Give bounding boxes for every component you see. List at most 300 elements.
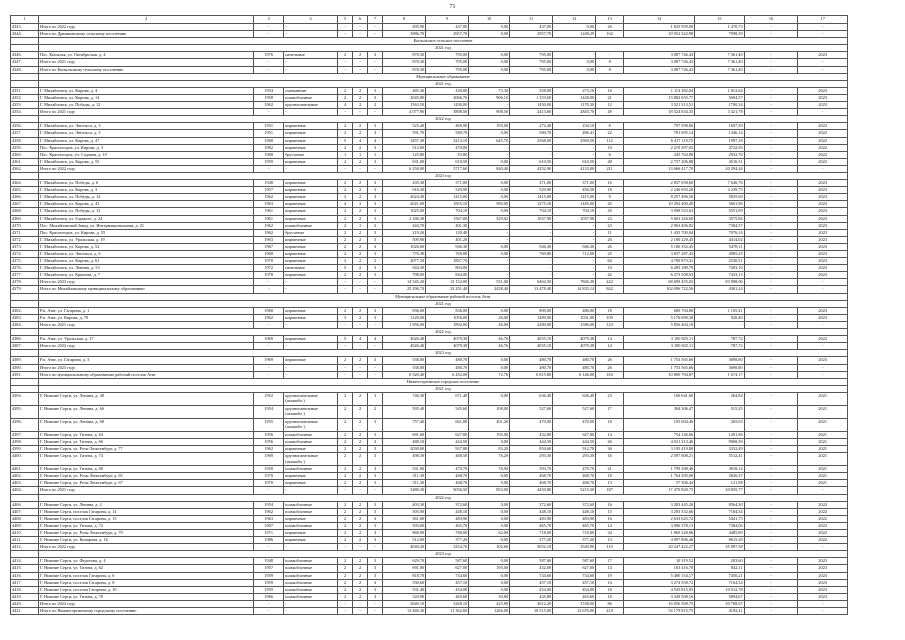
value-cell: - xyxy=(744,187,798,194)
section-heading: Муниципальное образование рабочий поселок Атиг xyxy=(38,293,847,300)
value-cell: 2 xyxy=(353,194,368,201)
value-cell: 3826,37 xyxy=(695,473,744,480)
value-cell: 5480,30 xyxy=(383,487,426,494)
value-cell: - xyxy=(744,544,798,551)
column-number: 16 xyxy=(744,16,798,24)
value-cell: - xyxy=(744,586,798,593)
row-number-cell: 4356. xyxy=(11,123,39,130)
value-cell: 18 524 634,35 xyxy=(624,109,695,116)
value-cell: 529,02 xyxy=(469,215,510,222)
value-cell: 894,00 xyxy=(426,265,469,272)
table-row xyxy=(11,279,848,286)
value-cell: - xyxy=(744,371,798,378)
value-cell: - xyxy=(510,229,553,236)
address-cell: Г. Нижние Серги, ул. Ленина, д. 2 xyxy=(38,501,253,508)
row-number-cell: 4353. xyxy=(11,102,39,109)
value-cell: 531,80 xyxy=(383,466,426,473)
value-cell: 0,00 xyxy=(469,364,510,371)
table-row xyxy=(11,307,848,314)
value-cell: 2 xyxy=(353,558,368,565)
value-cell: 6 815,80 xyxy=(510,371,553,378)
value-cell: 2 xyxy=(353,236,368,243)
value-cell: 0,00 xyxy=(469,187,510,194)
value-cell: 16 xyxy=(596,87,624,94)
value-cell: 129,40 xyxy=(426,229,469,236)
value-cell: 234,10 xyxy=(553,123,596,130)
value-cell: 5894,67 xyxy=(695,593,744,600)
row-number-cell: 4358. xyxy=(11,137,39,144)
value-cell: крупнопанельные (шлакобл.) xyxy=(284,405,338,418)
value-cell: 944,30 xyxy=(383,265,426,272)
value-cell: 23 xyxy=(596,222,624,229)
value-cell: - xyxy=(353,487,368,494)
value-cell: - xyxy=(744,151,798,158)
value-cell: 671,40 xyxy=(426,392,469,405)
value-cell: - xyxy=(744,593,798,600)
value-cell: 273,16 xyxy=(553,87,596,94)
table-row xyxy=(11,501,848,508)
value-cell: - xyxy=(798,66,848,73)
value-cell: 2 xyxy=(353,418,368,431)
value-cell: 14 xyxy=(596,431,624,438)
value-cell: 906,10 xyxy=(469,94,510,101)
value-cell: - xyxy=(368,31,383,38)
value-cell: 3 xyxy=(368,593,383,600)
value-cell: 480,70 xyxy=(426,357,469,364)
value-cell: 34 xyxy=(596,530,624,537)
value-cell: - xyxy=(744,579,798,586)
row-number-cell: 4383. xyxy=(11,314,39,321)
address-cell: Итого по 2021 году xyxy=(38,59,253,66)
value-cell: - xyxy=(744,251,798,258)
value-cell: - xyxy=(744,473,798,480)
address-cell: Итого по 2022 году xyxy=(38,544,253,551)
value-cell: 1 799 298,46 xyxy=(624,466,695,473)
value-cell: 854,60 xyxy=(510,446,553,453)
section-heading: Нижнесергинское городское поселение xyxy=(38,378,847,385)
row-number-cell: 4360. xyxy=(11,151,39,158)
value-cell: 4 031 213,46 xyxy=(624,438,695,445)
value-cell: 2 xyxy=(353,258,368,265)
value-cell: - xyxy=(284,59,338,66)
section-heading: 2021 год xyxy=(38,300,847,307)
value-cell: 8 xyxy=(596,66,624,73)
value-cell: 645,70 xyxy=(469,137,510,144)
value-cell: 2023 xyxy=(798,194,848,201)
value-cell: 377,20 xyxy=(426,537,469,544)
value-cell: 26 xyxy=(596,357,624,364)
value-cell: 2 xyxy=(353,473,368,480)
value-cell: 2 xyxy=(338,52,353,59)
value-cell: 1 470,73 xyxy=(695,24,744,31)
value-cell: 0,00 xyxy=(469,438,510,445)
value-cell: - xyxy=(254,59,284,66)
value-cell: - xyxy=(254,321,284,328)
value-cell: 2 xyxy=(353,530,368,537)
row-number-cell: 4401. xyxy=(11,466,39,473)
value-cell: 0,00 xyxy=(469,508,510,515)
value-cell: 3 xyxy=(368,572,383,579)
value-cell: - xyxy=(284,165,338,172)
address-cell: Итого по Михайловскому муниципальному образованию xyxy=(38,286,253,293)
value-cell: 0,00 xyxy=(469,392,510,405)
value-cell: 7403,10 xyxy=(695,265,744,272)
value-cell: 2 xyxy=(338,431,353,438)
value-cell: 1962 xyxy=(254,314,284,321)
value-cell: - xyxy=(744,480,798,487)
value-cell: - xyxy=(744,158,798,165)
table-row xyxy=(11,151,848,158)
value-cell: 0,00 xyxy=(469,473,510,480)
value-cell: 691,60 xyxy=(383,431,426,438)
value-cell: 636,40 xyxy=(553,392,596,405)
value-cell: 6462,50 xyxy=(510,279,553,286)
value-cell: 457,10 xyxy=(426,579,469,586)
value-cell: 610,50 xyxy=(510,158,553,165)
value-cell: - xyxy=(744,522,798,529)
value-cell: 372,60 xyxy=(426,501,469,508)
value-cell: 3 421,78 xyxy=(695,109,744,116)
table-row xyxy=(11,180,848,187)
row-number-cell: 4379. xyxy=(11,286,39,293)
value-cell: 2 xyxy=(338,123,353,130)
value-cell: - xyxy=(510,144,553,151)
value-cell: 844,00 xyxy=(426,272,469,279)
row-number-cell xyxy=(11,385,39,392)
value-cell: 0,00 xyxy=(469,579,510,586)
value-cell: 2022 xyxy=(798,336,848,343)
row-number-cell: 4420. xyxy=(11,600,39,607)
value-cell: 102,60 xyxy=(469,544,510,551)
address-cell: Г. Михайловск, ул. Кирова, д. 52 xyxy=(38,243,253,250)
value-cell: 2 xyxy=(353,94,368,101)
value-cell: 3 xyxy=(368,530,383,537)
value-cell: - xyxy=(254,109,284,116)
value-cell: 3 xyxy=(368,466,383,473)
column-number: 7 xyxy=(368,16,383,24)
value-cell: - xyxy=(744,537,798,544)
value-cell: 0,00 xyxy=(469,31,510,38)
value-cell: - xyxy=(254,487,284,494)
value-cell: 1 435 700,84 xyxy=(624,229,695,236)
row-number-cell: 4368. xyxy=(11,208,39,215)
value-cell: 2 963 406,82 xyxy=(624,222,695,229)
table-row xyxy=(11,515,848,522)
value-cell: 531,00 xyxy=(469,279,510,286)
column-number-row xyxy=(11,16,848,24)
value-cell: 1978 xyxy=(254,272,284,279)
section-heading-row xyxy=(11,329,848,336)
value-cell: 2023 xyxy=(798,272,848,279)
address-cell: Итого по 2022 году xyxy=(38,24,253,31)
value-cell: 1968 xyxy=(254,137,284,144)
address-cell: Г. Михайловск, ул. Кирова, д. 4 xyxy=(38,87,253,94)
value-cell: 2 xyxy=(353,251,368,258)
value-cell: 3 xyxy=(368,236,383,243)
value-cell: 163 xyxy=(596,371,624,378)
value-cell: 3 xyxy=(368,522,383,529)
value-cell: 108,00 xyxy=(469,405,510,418)
value-cell: 842,11 xyxy=(695,565,744,572)
address-cell: Г. Михайловск, ул. Победы, д. 14 xyxy=(38,194,253,201)
value-cell: 14 xyxy=(596,565,624,572)
address-cell: Г. Нижние Серги, ул. Ленина, д. 48 xyxy=(38,392,253,405)
value-cell: 401,20 xyxy=(426,236,469,243)
section-heading: 2022 год xyxy=(38,494,847,501)
value-cell: 480,70 xyxy=(426,364,469,371)
column-number: 10 xyxy=(469,16,510,24)
value-cell: крупнопанельные (шлакобл.) xyxy=(284,453,338,466)
value-cell: 444,50 xyxy=(553,438,596,445)
value-cell: 704,10 xyxy=(553,208,596,215)
value-cell: - xyxy=(368,343,383,350)
value-cell: 62,00 xyxy=(469,530,510,537)
table-row xyxy=(11,431,848,438)
value-cell: 2932,76 xyxy=(695,151,744,158)
value-cell: 4450,80 xyxy=(510,487,553,494)
value-cell: 2 837 058,60 xyxy=(624,180,695,187)
value-cell: 73,30 xyxy=(469,87,510,94)
value-cell: - xyxy=(744,180,798,187)
value-cell: 2 xyxy=(338,208,353,215)
row-number-cell: 4408. xyxy=(11,515,39,522)
value-cell: - xyxy=(510,265,553,272)
value-cell: - xyxy=(353,31,368,38)
column-number: 12 xyxy=(553,16,596,24)
value-cell: 3 xyxy=(368,144,383,151)
value-cell: кирпичные xyxy=(284,123,338,130)
table-row xyxy=(11,272,848,279)
value-cell: 2 xyxy=(368,102,383,109)
value-cell: 372,60 xyxy=(510,501,553,508)
value-cell: 8564,30 xyxy=(695,501,744,508)
value-cell: 225,80 xyxy=(469,600,510,607)
column-number: 9 xyxy=(426,16,469,24)
value-cell: - xyxy=(798,109,848,116)
address-cell: Г. Нижние Серги, ул. Титова, д. 68 xyxy=(38,466,253,473)
value-cell: 0,00 xyxy=(469,307,510,314)
value-cell: 7164,34 xyxy=(695,579,744,586)
value-cell: 9 xyxy=(596,194,624,201)
value-cell: 3 xyxy=(368,392,383,405)
value-cell: 5601,96 xyxy=(695,201,744,208)
row-number-cell xyxy=(11,329,39,336)
value-cell: - xyxy=(744,487,798,494)
value-cell: 629,70 xyxy=(383,558,426,565)
value-cell: 2 xyxy=(338,537,353,544)
value-cell: - xyxy=(744,453,798,466)
address-cell: Итого по Нижнесергинскому городскому поселению xyxy=(38,608,253,615)
address-cell: Итого по 2021 году xyxy=(38,109,253,116)
value-cell: 2957,70 xyxy=(426,31,469,38)
value-cell: 2 xyxy=(338,522,353,529)
row-number-cell xyxy=(11,300,39,307)
value-cell: кирпичные xyxy=(284,144,338,151)
value-cell: 18 xyxy=(596,307,624,314)
value-cell: 3640,10 xyxy=(383,600,426,607)
value-cell: 4 xyxy=(338,201,353,208)
column-number: 3 xyxy=(254,16,284,24)
value-cell: 1959 xyxy=(254,158,284,165)
value-cell: 2022 xyxy=(798,530,848,537)
value-cell: 3 xyxy=(368,158,383,165)
table-row xyxy=(11,194,848,201)
value-cell: 1976 xyxy=(254,52,284,59)
value-cell: 3 837 287,43 xyxy=(624,251,695,258)
value-cell: 2 xyxy=(353,480,368,487)
value-cell: - xyxy=(744,137,798,144)
value-cell: 704,10 xyxy=(510,208,553,215)
value-cell: 14 xyxy=(596,522,624,529)
value-cell: 2 xyxy=(353,158,368,165)
value-cell: 3 xyxy=(368,579,383,586)
value-cell: - xyxy=(744,94,798,101)
value-cell: - xyxy=(596,52,624,59)
value-cell: 3748,00 xyxy=(553,600,596,607)
value-cell: 3 xyxy=(368,446,383,453)
value-cell: 1959 xyxy=(254,572,284,579)
value-cell: 3 xyxy=(368,558,383,565)
value-cell: 2 xyxy=(338,593,353,600)
value-cell: 17 xyxy=(596,405,624,418)
value-cell: 3 xyxy=(368,251,383,258)
value-cell: 2023 xyxy=(798,187,848,194)
row-number-cell: 4377. xyxy=(11,272,39,279)
value-cell: 12 xyxy=(596,102,624,109)
value-cell: 2 246 693,20 xyxy=(624,187,695,194)
row-number-cell: 4359. xyxy=(11,144,39,151)
value-cell: кирпичные xyxy=(284,137,338,144)
row-number-cell xyxy=(11,80,39,87)
value-cell: - xyxy=(338,279,353,286)
value-cell: - xyxy=(368,66,383,73)
value-cell: 1962 xyxy=(254,446,284,453)
value-cell: - xyxy=(338,364,353,371)
value-cell: 2569,50 xyxy=(553,137,596,144)
table-row xyxy=(11,593,848,600)
value-cell: 580,70 xyxy=(510,130,553,137)
value-cell: 304 306,47 xyxy=(624,405,695,418)
value-cell: 7384,57 xyxy=(695,222,744,229)
row-number-cell: 4344. xyxy=(11,31,39,38)
value-cell: кирпичные xyxy=(284,180,338,187)
value-cell: 401,30 xyxy=(426,222,469,229)
value-cell: 468,50 xyxy=(426,453,469,466)
value-cell: 0,00 xyxy=(469,59,510,66)
value-cell: 3 283 532,66 xyxy=(624,508,695,515)
value-cell: кирпичные xyxy=(284,208,338,215)
value-cell: - xyxy=(368,321,383,328)
value-cell: - xyxy=(338,600,353,607)
value-cell: 21 xyxy=(596,94,624,101)
value-cell: - xyxy=(744,446,798,453)
value-cell: 454,00 xyxy=(510,586,553,593)
row-number-cell: 4365. xyxy=(11,187,39,194)
value-cell: 5 xyxy=(338,265,353,272)
value-cell: 2 757 206,88 xyxy=(624,158,695,165)
value-cell: - xyxy=(744,357,798,364)
value-cell: - xyxy=(744,279,798,286)
value-cell: 0,00 xyxy=(469,522,510,529)
table-row xyxy=(11,94,848,101)
row-number-cell: 4369. xyxy=(11,215,39,222)
value-cell: 781 695,14 xyxy=(624,130,695,137)
value-cell: 26 xyxy=(596,24,624,31)
value-cell: 371,00 xyxy=(553,180,596,187)
value-cell: 1963 xyxy=(254,515,284,522)
value-cell: 23 xyxy=(596,215,624,222)
value-cell: - xyxy=(798,371,848,378)
section-heading-row xyxy=(11,350,848,357)
value-cell: - xyxy=(553,272,596,279)
value-cell: 2 xyxy=(338,501,353,508)
value-cell: 13 882 655,77 xyxy=(624,94,695,101)
value-cell: 2 xyxy=(353,265,368,272)
value-cell: 1 869 328,86 xyxy=(624,530,695,537)
value-cell: 798,00 xyxy=(383,272,426,279)
row-number-cell: 4417. xyxy=(11,579,39,586)
value-cell: 4 xyxy=(368,137,383,144)
value-cell: - xyxy=(744,364,798,371)
value-cell: - xyxy=(798,487,848,494)
value-cell: - xyxy=(744,236,798,243)
value-cell: 163 416,70 xyxy=(624,565,695,572)
value-cell: - xyxy=(368,364,383,371)
value-cell: 483,90 xyxy=(426,515,469,522)
row-number-cell: 4418. xyxy=(11,586,39,593)
value-cell: 3 xyxy=(368,187,383,194)
address-cell: Р.п. Атиг, ул. Гагарина, д. 1 xyxy=(38,307,253,314)
value-cell: 795,00 xyxy=(510,52,553,59)
value-cell: 1963 xyxy=(254,236,284,243)
value-cell: 2 xyxy=(353,446,368,453)
value-cell: 734,60 xyxy=(426,572,469,579)
address-cell: Г. Нижние Серги, ул. Розы Люксембург, д. 67 xyxy=(38,480,253,487)
value-cell: 2 xyxy=(353,586,368,593)
section-heading: 2021 год xyxy=(38,45,847,52)
value-cell: 795,00 xyxy=(426,59,469,66)
value-cell: 1 xyxy=(353,222,368,229)
address-cell: Г. Михайловск, ул. Кирова, д. 61 xyxy=(38,258,253,265)
value-cell: 797 598,86 xyxy=(624,123,695,130)
value-cell: 2021 xyxy=(798,438,848,445)
value-cell: 1 956,00 xyxy=(383,321,426,328)
row-number-cell: 4367. xyxy=(11,201,39,208)
value-cell: 2022 xyxy=(798,151,848,158)
value-cell: 0,00 xyxy=(469,480,510,487)
value-cell: кирпичные xyxy=(284,258,338,265)
value-cell: 2022 xyxy=(798,158,848,165)
value-cell: 878,30 xyxy=(383,59,426,66)
value-cell: 2 xyxy=(353,102,368,109)
value-cell: 3012,20 xyxy=(510,600,553,607)
value-cell: 6 273 508,63 xyxy=(624,272,695,279)
row-number-cell: 4396. xyxy=(11,418,39,431)
address-cell: Г. Михайловск, ул. Уральская, д. 19 xyxy=(38,236,253,243)
value-cell: 4 xyxy=(338,102,353,109)
address-cell: Р.п. Атиг, ул. Уральская, д. 17 xyxy=(38,336,253,343)
value-cell: 1275,10 xyxy=(510,201,553,208)
value-cell: 46,76 xyxy=(469,336,510,343)
value-cell: 3 xyxy=(368,480,383,487)
value-cell: 3 908 523,63 xyxy=(624,208,695,215)
row-number-cell: 4416. xyxy=(11,572,39,579)
value-cell: 264,84 xyxy=(695,392,744,405)
value-cell: 538,00 xyxy=(383,357,426,364)
address-cell: Г. Михайловск, ул. Энгельса, д. 5 xyxy=(38,130,253,137)
value-cell: 125,80 xyxy=(383,151,426,158)
column-number: 1 xyxy=(11,16,39,24)
